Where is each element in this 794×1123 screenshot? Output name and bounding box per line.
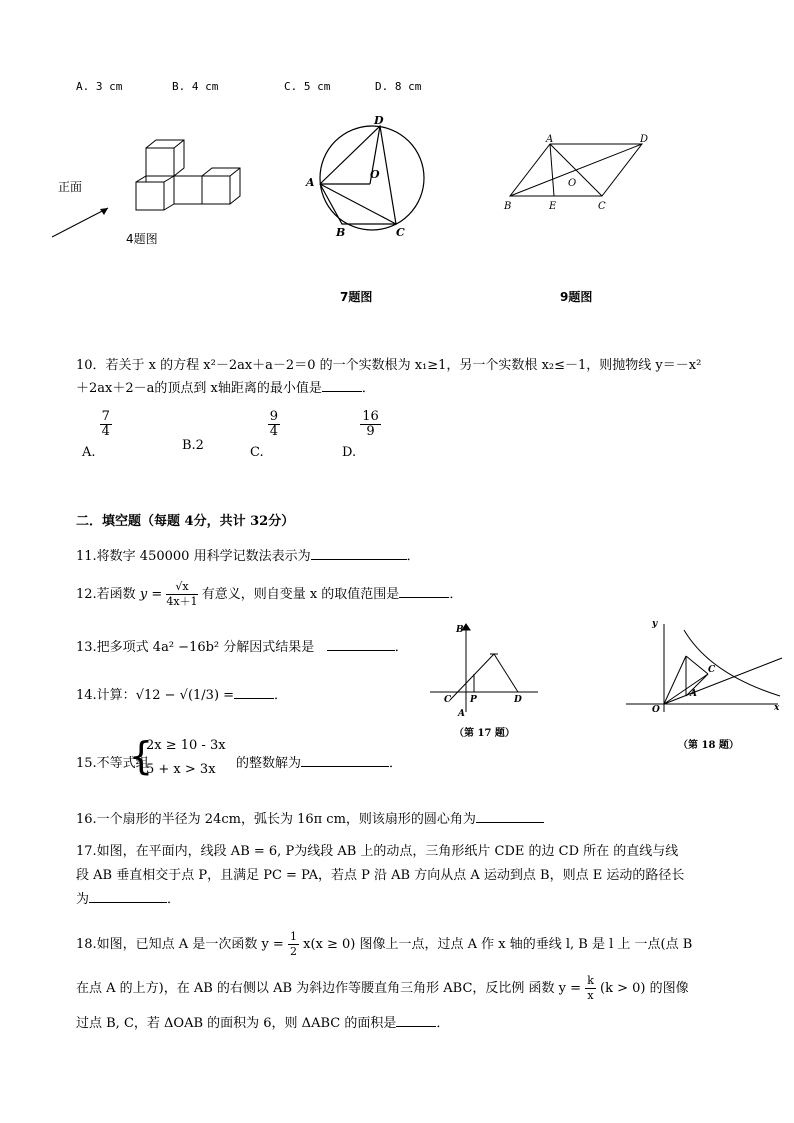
option-d: D. 8 cm (375, 80, 422, 93)
q10-c-label: C. (250, 445, 264, 460)
figure-17 (426, 620, 542, 720)
q14-pre: 14.计算： (76, 688, 136, 703)
fig7-label-b: B (336, 226, 346, 239)
fig17-label-c: C (444, 695, 452, 705)
q15-answer-blank (301, 766, 389, 767)
q17-answer-blank (89, 902, 167, 903)
q17-line1: 17.如图，在平面内，线段 AB = 6, P为线段 AB 上的动点，三角形纸片 CDE 的边 CD 所在 的直线与线 (76, 844, 679, 859)
section-2-title: 二．填空题（每题 4分，共计 32分） (76, 514, 295, 529)
q14: 14.计算：√12 − √(1/3) = ． (76, 688, 288, 703)
q10-a-frac: $\frac{7}{4}$ (101, 409, 110, 439)
q18-frac-kx: $\frac{k}{x}$ (587, 974, 594, 1002)
figure-9-caption: 9题图 (560, 290, 593, 304)
fig17-label-a: A (458, 709, 465, 719)
figure-7-circle (300, 112, 430, 242)
fig9-label-b: B (504, 201, 512, 212)
fig9-label-a: A (546, 134, 554, 145)
q18-line3-text: 过点 B, C，若 ΔOAB 的面积为 6，则 ΔABC 的面积是 (76, 1016, 397, 1031)
figure-9-parallelogram (498, 132, 658, 214)
fig18-label-y: y (652, 619, 658, 629)
fig17-label-b: B (456, 625, 464, 635)
figure-18 (620, 614, 784, 714)
q18-answer-blank (396, 1026, 436, 1027)
fig18-label-x: x (774, 703, 780, 713)
q16-text: 16.一个扇形的半径为 24cm，弧长为 16π cm，则该扇形的圆心角为 (76, 812, 476, 827)
q15-post-wrap: 的整数解为 ． (236, 756, 403, 771)
q10-d-label: D. (342, 445, 357, 460)
figure-18-caption: （第 18 题） (678, 740, 739, 751)
fig17-label-p: P (470, 695, 477, 705)
q15-pre: 15.不等式组 (76, 756, 149, 771)
q15-ineq1: 2x ≥ 10 - 3x (146, 738, 226, 753)
q18-frac-half: $\frac{1}{2}$ (289, 930, 297, 958)
q10-line2-text: ＋2ax＋2－a的顶点到 x轴距离的最小值是 (76, 381, 322, 396)
fig9-label-e: E (549, 201, 557, 212)
fig17-label-d: D (514, 695, 522, 705)
figure-7-caption: 7题图 (340, 290, 373, 304)
q10-a-label: A. (82, 445, 96, 460)
q12: 12.若函数 y = $\frac{√x}{4x+1}$ 有意义，则自变量 x 的取值范围是 ． (76, 580, 463, 608)
q10-answer-blank (322, 391, 362, 392)
q18-line2 (76, 974, 689, 1003)
q10-d-frac: $\frac{16}{9}$ (362, 409, 379, 439)
q17-line3: 为 ． (76, 892, 181, 907)
q18-line1-pre: 18.如图，已知点 A 是一次函数 y = (76, 937, 284, 952)
q10-line1: 10．若关于 x 的方程 x²－2ax＋a－2＝0 的一个实数根为 x₁≥1，另一个实数根 x₂≤－1，则抛物线 y＝－x² (76, 358, 702, 373)
q15-post: 的整数解为 (236, 756, 302, 771)
q14-expr: √12 − √(1/3) = (135, 688, 235, 703)
q18-line2-post: (k > 0) 的图像 (600, 981, 689, 996)
option-c: C. 5 cm (284, 80, 331, 93)
fig9-label-o: O (568, 178, 577, 189)
q15-brace: { (129, 734, 154, 778)
q10-option-c (250, 409, 280, 460)
q10-option-a (82, 409, 112, 460)
fig7-label-a: A (306, 176, 315, 189)
q11: 11.将数字 450000 用科学记数法表示为 ． (76, 549, 420, 564)
q11-text: 11.将数字 450000 用科学记数法表示为 (76, 549, 311, 564)
fig7-label-d: D (374, 114, 384, 127)
q17-line2: 段 AB 垂直相交于点 P，且满足 PC = PA，若点 P 沿 AB 方向从点 A 运动到点 B，则点 E 运动的路径长 (76, 868, 685, 883)
fig9-label-c: C (598, 201, 606, 212)
q12-pre: 12.若函数 (76, 587, 136, 602)
figure-4-caption: 4题图 (126, 232, 158, 246)
q12-post: 有意义，则自变量 x 的取值范围是 (201, 587, 400, 602)
fig18-label-a: A (690, 689, 697, 699)
q16-answer-blank (476, 822, 544, 823)
fig7-label-o: O (370, 168, 380, 181)
figure-17-caption: （第 17 题） (454, 728, 515, 739)
q14-answer-blank (234, 698, 274, 699)
option-b: B. 4 cm (172, 80, 219, 93)
q18-line1 (76, 930, 692, 959)
q17-line3-text: 为 (76, 892, 90, 907)
q18-line2-pre: 在点 A 的上方)，在 AB 的右侧以 AB 为斜边作等腰直角三角形 ABC，反比例 函数 y = (76, 981, 582, 996)
q12-y: y (139, 587, 148, 602)
q10-option-d (342, 409, 381, 460)
q10-line2: ＋2ax＋2－a的顶点到 x轴距离的最小值是 ． (76, 381, 375, 396)
fig9-label-d: D (640, 134, 649, 145)
q10-option-b: B.2 (182, 438, 204, 453)
q18-line1-post: x(x ≥ 0) 图像上一点，过点 A 作 x 轴的垂线 l, B 是 l 上 一点(点 B (303, 937, 693, 952)
fig7-label-c: C (396, 226, 405, 239)
front-label: 正面 (58, 180, 83, 194)
q18-line3: 过点 B, C，若 ΔOAB 的面积为 6，则 ΔABC 的面积是 ． (76, 1016, 450, 1031)
q11-answer-blank (311, 559, 407, 560)
fig18-label-o: O (652, 705, 660, 714)
q13-answer-blank (327, 650, 395, 651)
fig18-label-c: C (708, 665, 716, 675)
q16 (76, 808, 544, 827)
option-a: A. 3 cm (76, 80, 123, 93)
q13: 13.把多项式 4a² −16b² 分解因式结果是 ． (76, 640, 408, 655)
q15-ineq2: 5 + x > 3x (146, 762, 216, 777)
q13-text: 13.把多项式 4a² −16b² 分解因式结果是 (76, 640, 315, 655)
q12-frac: $\frac{√x}{4x+1}$ (166, 580, 198, 608)
q12-answer-blank (399, 597, 449, 598)
q10-c-frac: $\frac{9}{4}$ (269, 409, 279, 439)
